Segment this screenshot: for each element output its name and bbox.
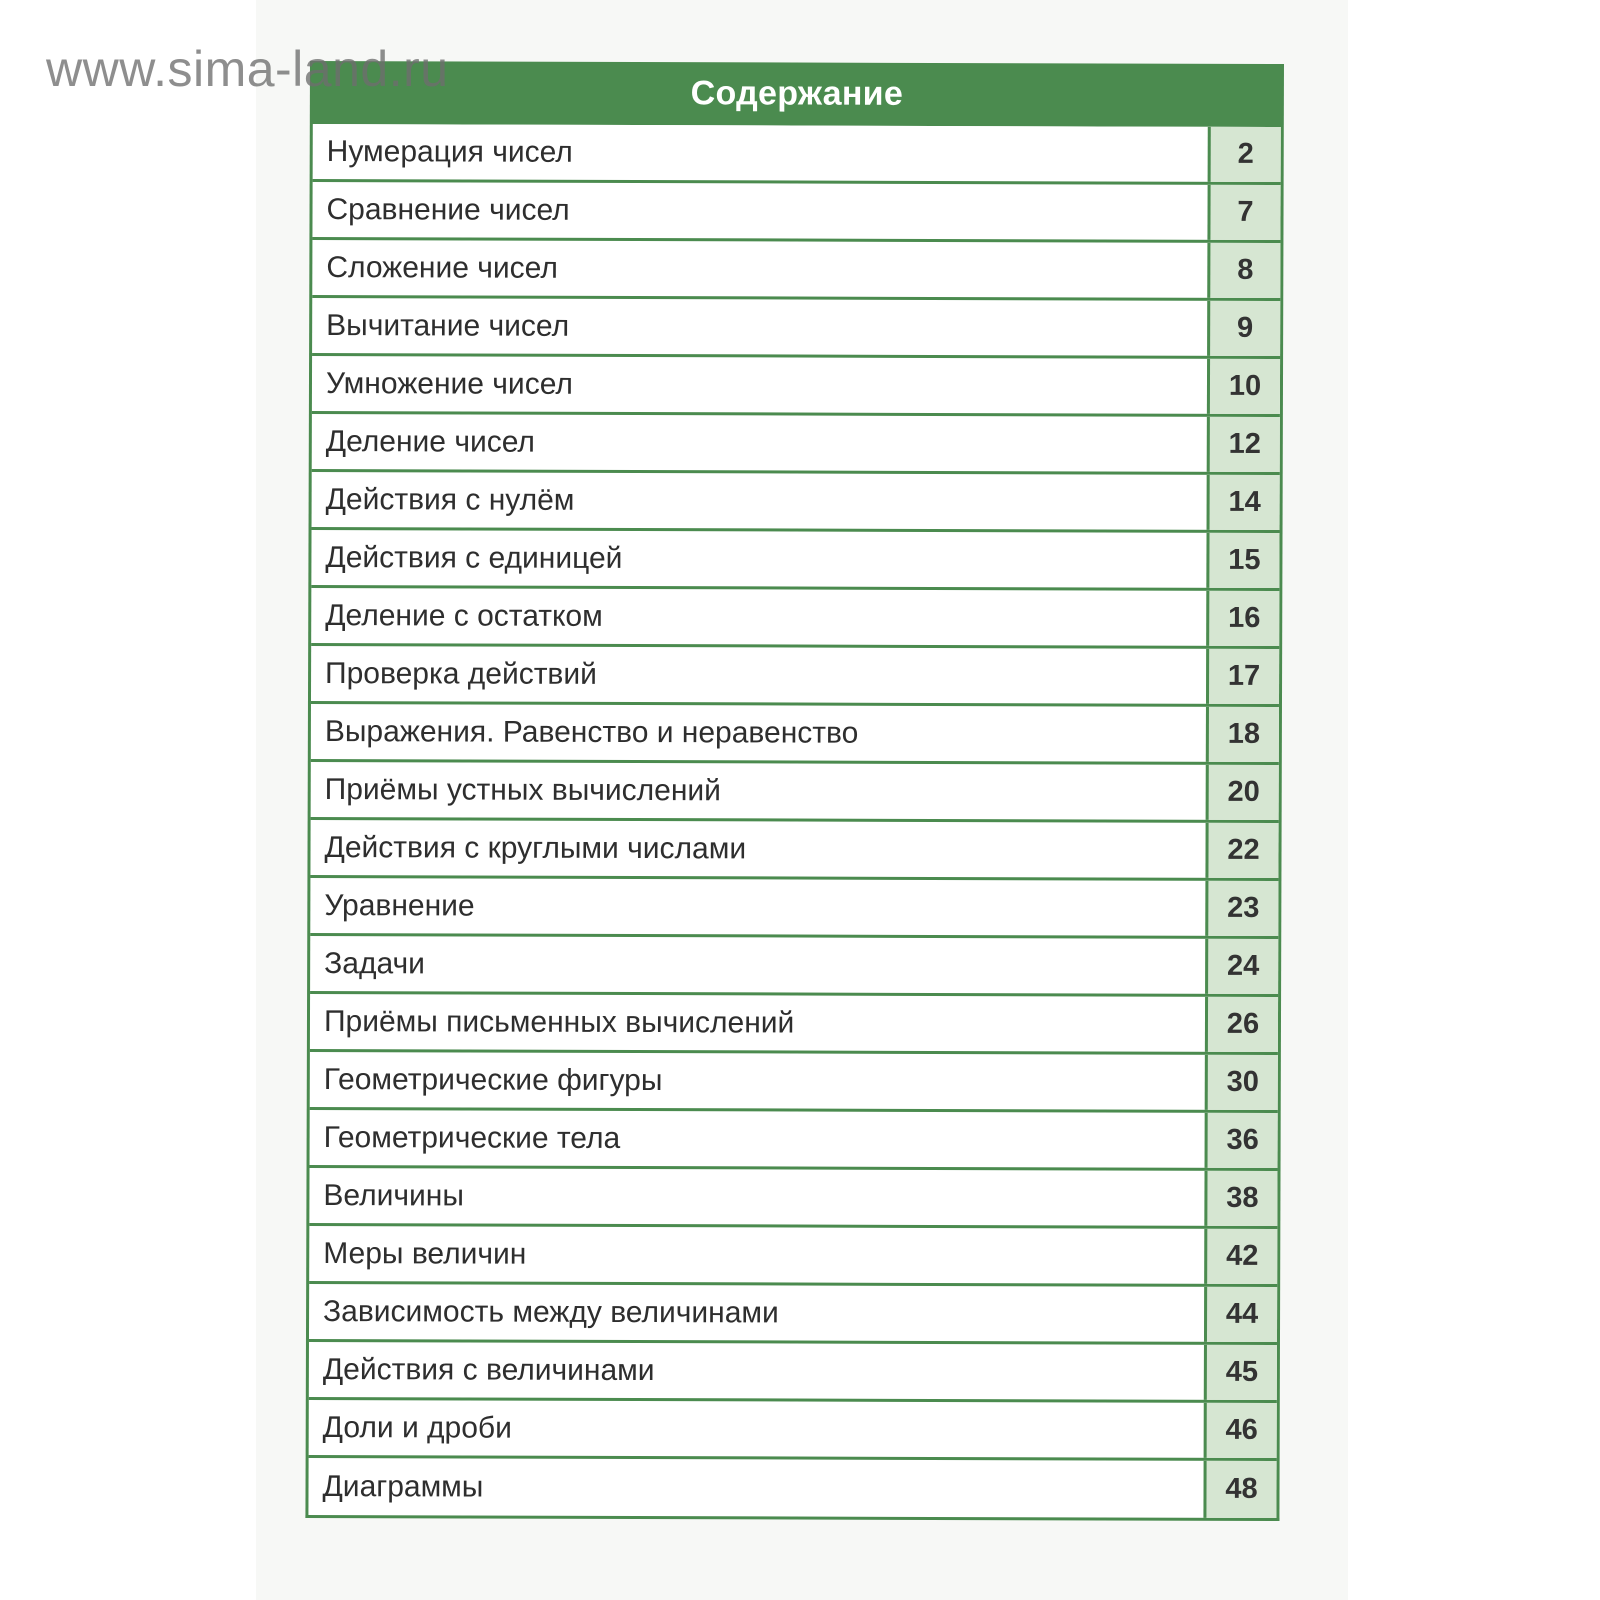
toc-entry-page-number: 22 (1205, 823, 1278, 878)
toc-row (310, 1110, 1278, 1171)
toc-entry-page-number: 38 (1204, 1171, 1277, 1226)
toc-entry-title: Геометрические фигуры (323, 1062, 663, 1097)
toc-row (312, 240, 1280, 301)
toc-entry-title: Деление чисел (325, 424, 535, 459)
toc-row (313, 124, 1281, 185)
toc-entry-title: Действия с единицей (325, 540, 623, 575)
toc-entry-page-number: 45 (1204, 1345, 1277, 1400)
toc-entry-page-number: 24 (1205, 939, 1278, 994)
toc-entry-title: Уравнение (324, 888, 475, 923)
toc-entry-page-number: 2 (1208, 127, 1281, 182)
toc-row (311, 646, 1279, 707)
toc-entry-page-number: 16 (1206, 591, 1279, 646)
toc-entry-page-number: 48 (1203, 1461, 1276, 1518)
toc-entry-title: Проверка действий (325, 656, 597, 691)
table-of-contents (305, 61, 1284, 1521)
toc-entry-page-number: 30 (1205, 1055, 1278, 1110)
toc-entry-title: Приёмы письменных вычислений (323, 1004, 795, 1040)
toc-entry-title: Приёмы устных вычислений (324, 772, 722, 807)
toc-entry-page-number: 20 (1206, 765, 1279, 820)
toc-entry-title: Доли и дроби (322, 1410, 512, 1445)
toc-entry-title: Геометрические тела (323, 1120, 621, 1155)
toc-row (310, 1052, 1278, 1113)
toc-row (311, 762, 1279, 823)
toc-entry-title: Деление с остатком (325, 598, 603, 633)
toc-row (308, 1458, 1276, 1518)
toc-entry-page-number: 17 (1206, 649, 1279, 704)
toc-entry-page-number: 42 (1204, 1229, 1277, 1284)
toc-entry-title: Сложение чисел (326, 250, 558, 285)
toc-row (311, 588, 1279, 649)
toc-row (310, 820, 1278, 881)
toc-entry-page-number: 44 (1204, 1287, 1277, 1342)
toc-entry-page-number: 46 (1204, 1403, 1277, 1458)
toc-entry-title: Действия с круглыми числами (324, 830, 747, 865)
toc-entry-page-number: 12 (1207, 417, 1280, 472)
toc-row (312, 414, 1280, 475)
toc-entry-page-number: 36 (1205, 1113, 1278, 1168)
toc-row (312, 472, 1280, 533)
toc-entry-title: Сравнение чисел (326, 192, 570, 227)
toc-entry-page-number: 23 (1205, 881, 1278, 936)
toc-row (310, 994, 1278, 1055)
toc-row (310, 936, 1278, 997)
toc-entry-title: Действия с величинами (322, 1352, 655, 1387)
toc-row (312, 298, 1280, 359)
toc-entry-title: Действия с нулём (325, 482, 575, 517)
toc-entry-title: Зависимость между величинами (323, 1294, 779, 1329)
toc-entry-title: Вычитание чисел (326, 308, 570, 343)
toc-entry-page-number: 18 (1206, 707, 1279, 762)
toc-entry-title: Величины (323, 1178, 464, 1212)
toc-list (305, 124, 1283, 1521)
toc-row (309, 1400, 1277, 1461)
toc-heading: Содержание (310, 61, 1284, 127)
toc-entry-page-number: 14 (1207, 475, 1280, 530)
toc-entry-page-number: 15 (1206, 533, 1279, 588)
toc-entry-title: Умножение чисел (325, 366, 573, 401)
toc-row (310, 878, 1278, 939)
toc-entry-page-number: 9 (1207, 301, 1280, 356)
toc-entry-title: Меры величин (323, 1236, 527, 1271)
toc-row (309, 1284, 1277, 1345)
toc-row (311, 530, 1279, 591)
toc-row (309, 1342, 1277, 1403)
toc-entry-title: Задачи (324, 946, 425, 980)
toc-entry-page-number: 8 (1207, 243, 1280, 298)
watermark-text: www.sima-land.ru (46, 41, 449, 97)
toc-entry-page-number: 7 (1207, 185, 1280, 240)
toc-entry-title: Нумерация чисел (326, 134, 573, 169)
toc-entry-page-number: 10 (1207, 359, 1280, 414)
toc-entry-title: Выражения. Равенство и неравенство (324, 714, 859, 750)
toc-row (312, 356, 1280, 417)
toc-entry-title: Диаграммы (322, 1469, 484, 1504)
toc-row (311, 704, 1279, 765)
toc-row (309, 1168, 1277, 1229)
toc-row (312, 182, 1280, 243)
toc-entry-page-number: 26 (1205, 997, 1278, 1052)
toc-row (309, 1226, 1277, 1287)
